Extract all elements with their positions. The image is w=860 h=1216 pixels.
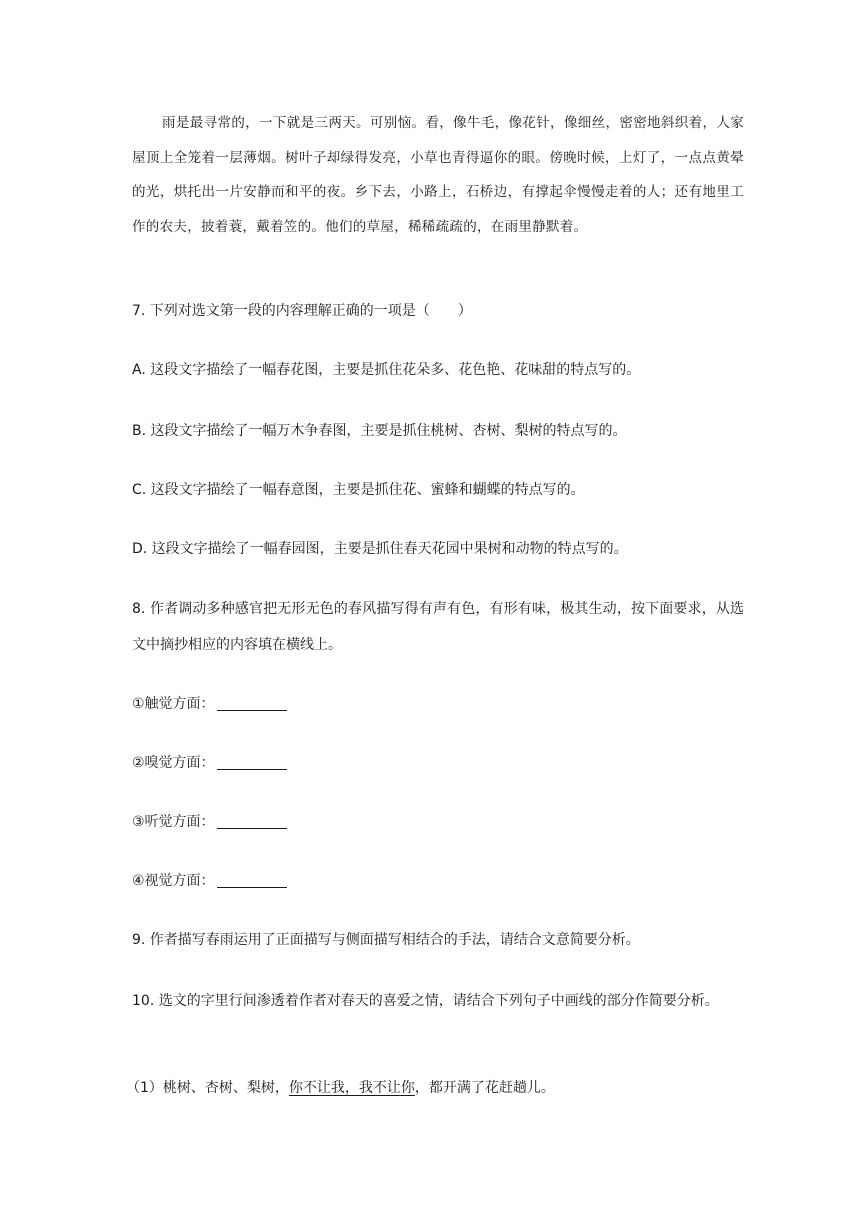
question-9-stem: 9. 作者描写春雨运用了正面描写与侧面描写相结合的手法，请结合文意简要分析。	[132, 932, 640, 948]
sub-1-prefix: （1）桃树、杏树、梨树，	[126, 1080, 289, 1096]
answer-blank[interactable]	[217, 696, 287, 711]
question-8-item-smell	[132, 752, 287, 772]
question-7-option-c: C. 这段文字描绘了一幅春意图，主要是抓住花、蜜蜂和蝴蝶的特点写的。	[132, 482, 585, 498]
sub-1-suffix: ，都开满了花赶趟儿。	[414, 1080, 555, 1096]
answer-blank[interactable]	[217, 755, 287, 770]
answer-blank[interactable]	[217, 814, 287, 829]
question-7-option-d: D. 这段文字描绘了一幅春园图，主要是抓住春天花园中果树和动物的特点写的。	[132, 541, 628, 557]
item-label: ④视觉方面：	[132, 873, 215, 889]
item-label: ③听觉方面：	[132, 814, 215, 830]
question-8-stem: 8. 作者调动多种感官把无形无色的春风描写得有声有色，有形有味，极其生动，按下面要求，从选文中摘抄相应的内容填在横线上。	[132, 601, 744, 653]
item-label: ②嗅觉方面：	[132, 755, 215, 771]
answer-blank[interactable]	[217, 873, 287, 888]
question-7-option-a: A. 这段文字描绘了一幅春花图，主要是抓住花朵多、花色艳、花味甜的特点写的。	[132, 362, 641, 378]
question-10-stem: 10. 选文的字里行间渗透着作者对春天的喜爱之情，请结合下列句子中画线的部分作简要分析。	[132, 993, 719, 1009]
question-7-option-b: B. 这段文字描绘了一幅万木争春图，主要是抓住桃树、杏树、梨树的特点写的。	[132, 423, 627, 439]
question-7-paren-close: ）	[457, 303, 472, 319]
reading-passage	[132, 106, 744, 244]
question-8-item-hearing	[132, 811, 287, 831]
question-10-sub-1	[126, 1077, 555, 1097]
passage-text: 雨是最寻常的，一下就是三两天。可别恼。看，像牛毛，像花针，像细丝，密密地斜织着，人家屋顶上全笼着一层薄烟。树叶子却绿得发亮，小草也青得逼你的眼。傍晚时候，上灯了，一点点黄晕的光，烘托出一片安静而和平的夜。乡下去，小路上，石桥边，有撑起伞慢慢走着的人；还有地里工作的农夫，披着蓑，戴着笠的。他们的草屋，稀稀疏疏的，在雨里静默着。	[132, 115, 744, 235]
question-7-text: 7. 下列对选文第一段的内容理解正确的一项是（	[132, 303, 430, 319]
question-8-item-touch	[132, 693, 287, 713]
item-label: ①触觉方面：	[132, 696, 215, 712]
question-7-stem	[132, 300, 472, 320]
sub-1-underlined-phrase: 你不让我，我不让你	[288, 1080, 415, 1096]
question-8-item-sight	[132, 870, 287, 890]
